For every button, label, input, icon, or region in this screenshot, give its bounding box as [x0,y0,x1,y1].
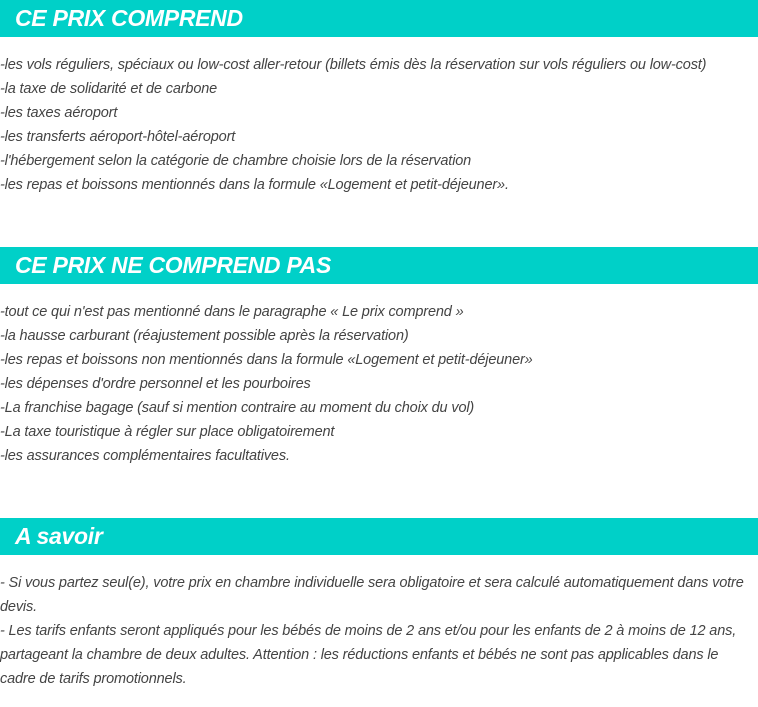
list-item: -la hausse carburant (réajustement possible après la réservation) [0,328,409,344]
list-item: -les assurances complémentaires facultatives. [0,448,290,464]
list-item: -les taxes aéroport [0,105,118,121]
price-includes-section [0,0,758,197]
list-item: -les dépenses d'ordre personnel et les pourboires [0,376,311,392]
price-includes-header [0,0,758,37]
good-to-know-section [0,518,758,691]
list-item: -tout ce qui n'est pas mentionné dans le paragraphe « Le prix comprend » [0,304,464,320]
list-item: -les transferts aéroport-hôtel-aéroport [0,129,236,145]
list-item: -la taxe de solidarité et de carbone [0,81,218,97]
list-item: -les vols réguliers, spéciaux ou low-cost aller-retour (billets émis dès la réservation sur vols réguliers ou low-cost) [0,57,707,73]
good-to-know-title: A savoir [15,523,103,549]
list-item: -La taxe touristique à régler sur place obligatoirement [0,424,335,440]
price-excludes-list [0,284,758,468]
good-to-know-body [0,555,758,691]
list-item: -les repas et boissons mentionnés dans la formule «Logement et petit-déjeuner». [0,177,509,193]
info-paragraph: - Les tarifs enfants seront appliqués pour les bébés de moins de 2 ans et/ou pour les enfants de 2 à moins de 12 ans, partageant la chambre de deux adultes. Attention : les réductions enfants et bébés ne sont pas applicables dans le cadre de tarifs promotionnels. [0,623,737,687]
good-to-know-header [0,518,758,555]
price-includes-title: CE PRIX COMPREND [15,5,243,31]
price-includes-list [0,37,758,197]
price-excludes-title: CE PRIX NE COMPREND PAS [15,252,331,278]
list-item: -l'hébergement selon la catégorie de chambre choisie lors de la réservation [0,153,472,169]
price-excludes-header [0,247,758,284]
price-excludes-section [0,247,758,468]
list-item: -les repas et boissons non mentionnés dans la formule «Logement et petit-déjeuner» [0,352,533,368]
list-item: -La franchise bagage (sauf si mention contraire au moment du choix du vol) [0,400,475,416]
info-paragraph: - Si vous partez seul(e), votre prix en chambre individuelle sera obligatoire et sera calculé automatiquement dans votre devis. [0,575,744,615]
